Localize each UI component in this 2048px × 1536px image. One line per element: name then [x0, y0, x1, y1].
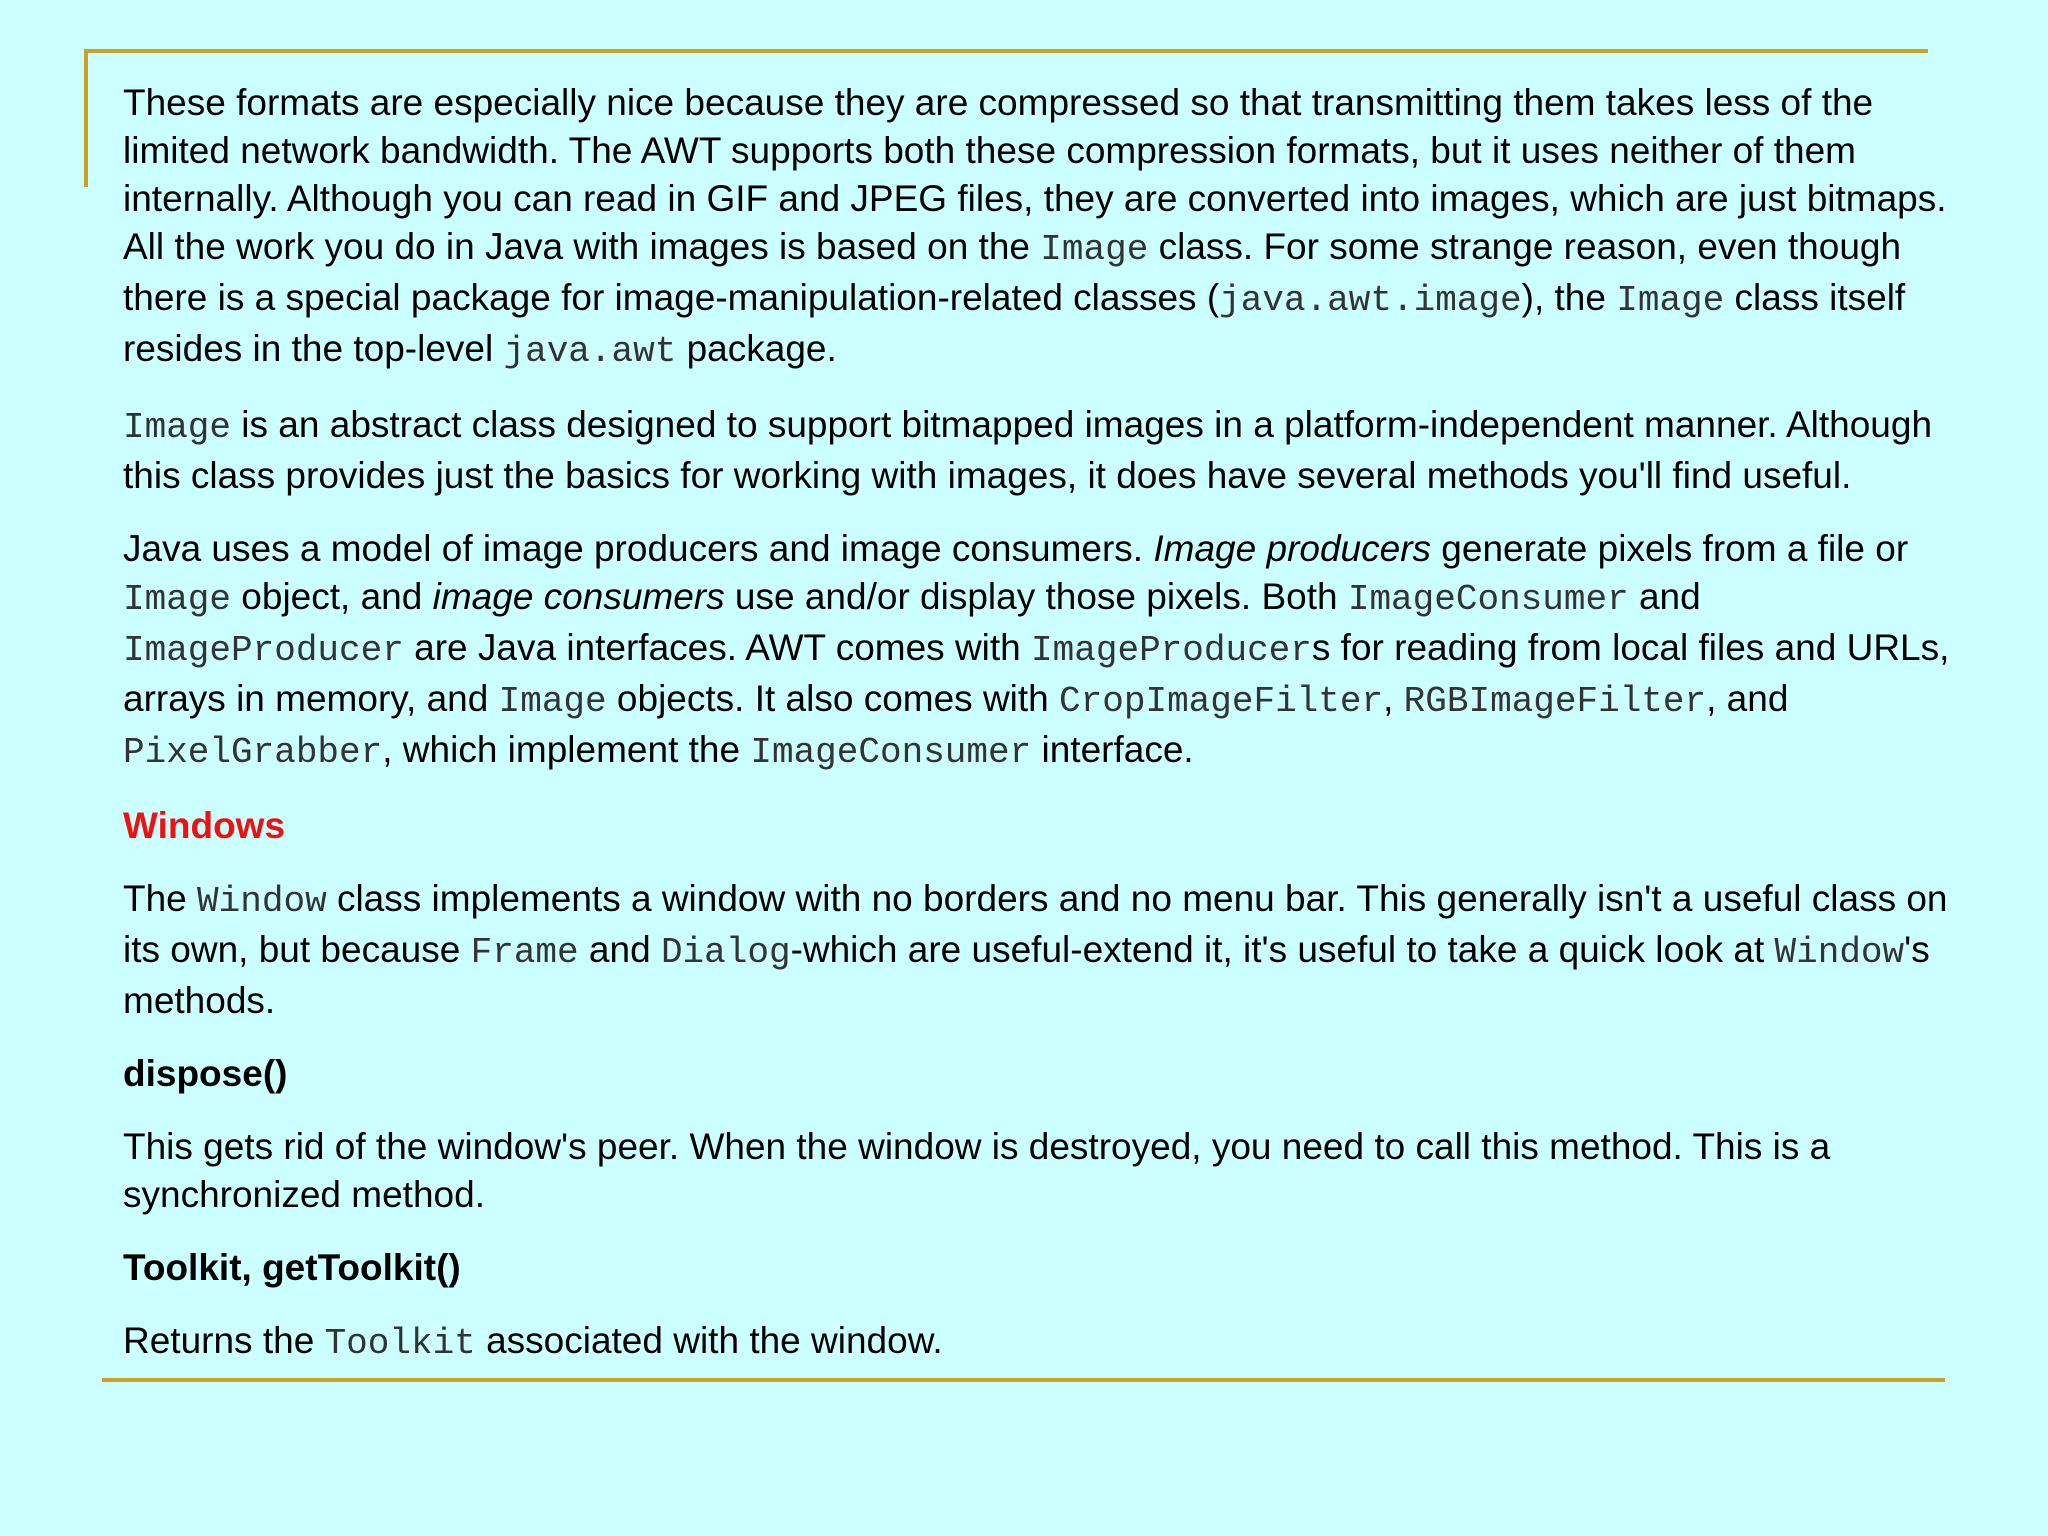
code-term: Image [123, 579, 232, 620]
left-border-rule [84, 49, 88, 187]
text-run: use and/or display those pixels. Both [724, 576, 1348, 617]
text-run: , which implement the [382, 729, 751, 770]
text-run: , and [1706, 678, 1789, 719]
text-run: are Java interfaces. AWT comes with [403, 627, 1032, 668]
code-term: Window [1774, 932, 1905, 973]
code-term: java.awt [503, 331, 677, 372]
text-run: This gets rid of the window's peer. When the window is destroyed, you need to call this method. This is a synchronized method. [123, 1126, 1831, 1215]
text-run: and [1628, 576, 1701, 617]
text-run: These formats are especially nice because they are compressed so that transmitting them takes less of the limited network bandwidth. The AWT supports both these compression formats, but it uses neither of them internally. Although you can read in GIF and JPEG files, they are converted into images, which are just bitmaps. All the work you do in Java with images is based on the [123, 82, 1947, 267]
text-run: , [1383, 678, 1404, 719]
code-term: PixelGrabber [123, 732, 383, 773]
method-heading-gettoolkit: Toolkit, getToolkit() [123, 1247, 461, 1288]
text-run: and [578, 929, 661, 970]
text-run: objects. It also comes with [606, 678, 1060, 719]
text-run: package. [676, 328, 837, 369]
text-run: s for reading from local files and URLs, arrays in memory, and [123, 627, 1950, 719]
text-run: object, and [231, 576, 433, 617]
code-term: Image [1040, 229, 1149, 270]
code-term: CropImageFilter [1059, 681, 1384, 722]
text-run: 's methods. [123, 929, 1930, 1021]
code-term: ImageConsumer [1347, 579, 1629, 620]
code-term: java.awt.image [1219, 280, 1522, 321]
text-run: The [123, 878, 198, 919]
method-heading-dispose: dispose() [123, 1053, 288, 1094]
code-term: ImageConsumer [750, 732, 1032, 773]
code-term: Image [1616, 280, 1725, 321]
code-term: ImageProducer [123, 630, 404, 671]
paragraph-image-formats [123, 79, 1988, 376]
emphasis-term: image consumers [432, 576, 725, 617]
section-heading-windows: Windows [123, 805, 286, 846]
text-run: ), the [1521, 277, 1617, 318]
text-run: generate pixels from a file or [1431, 528, 1909, 569]
code-term: Toolkit [324, 1323, 476, 1364]
code-term: Image [123, 407, 232, 448]
code-term: Frame [470, 932, 579, 973]
paragraph-window-class [123, 875, 1988, 1025]
bottom-border-rule [102, 1378, 1945, 1382]
paragraph-dispose [123, 1123, 1988, 1219]
text-run: class implements a window with no borders and no menu bar. This generally isn't a useful class on its own, but because [123, 878, 1948, 970]
slide-content [123, 79, 1988, 1393]
text-run: interface. [1031, 729, 1194, 770]
text-run: -which are useful-extend it, it's useful to take a quick look at [790, 929, 1775, 970]
code-term: Window [197, 881, 327, 922]
code-term: ImageProducer [1031, 630, 1312, 671]
code-term: RGBImageFilter [1403, 681, 1707, 722]
text-run: associated with the window. [475, 1320, 943, 1361]
top-border-rule [84, 49, 1928, 53]
text-run: Returns the [123, 1320, 325, 1361]
text-run: is an abstract class designed to support bitmapped images in a platform-independent manner. Although this class provides just the basics for working with images, it does have several methods you'll find useful. [123, 404, 1933, 496]
emphasis-term: Image producers [1153, 528, 1432, 569]
paragraph-producers-consumers [123, 525, 1988, 777]
paragraph-gettoolkit [123, 1317, 1988, 1368]
code-term: Image [498, 681, 607, 722]
code-term: Dialog [660, 932, 791, 973]
paragraph-image-class [123, 401, 1988, 500]
text-run: class. For some strange reason, even though there is a special package for image-manipulation-related classes ( [123, 226, 1902, 318]
text-run: Java uses a model of image producers and image consumers. [123, 528, 1154, 569]
text-run: class itself resides in the top-level [123, 277, 1906, 369]
